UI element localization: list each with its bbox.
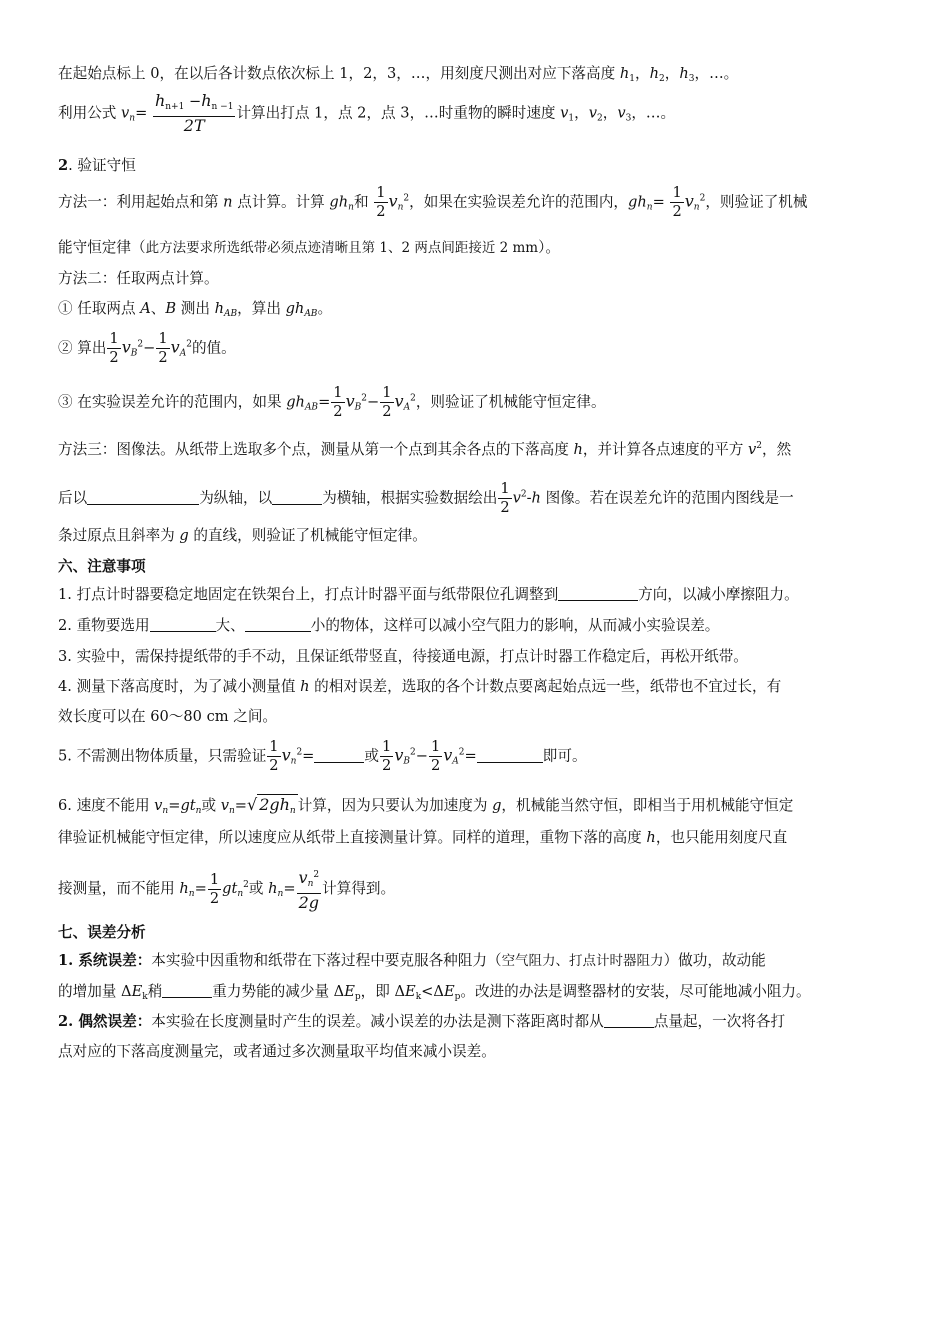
numerator: 1 (209, 870, 220, 888)
sub: n (348, 202, 354, 213)
var-g: g (492, 797, 502, 814)
denominator: 2 (333, 403, 343, 420)
fraction-half (331, 384, 344, 421)
var-gt: gt (180, 797, 196, 814)
var-v: v (394, 745, 404, 765)
error-systematic-cont (58, 980, 811, 1002)
denominator: 2 (209, 889, 220, 907)
fraction-half (208, 871, 221, 908)
sup: 2 (520, 489, 527, 500)
equals: = (318, 393, 331, 411)
denominator: 2 (109, 349, 119, 366)
item-label: . 系统误差： (68, 952, 152, 969)
text: 方法二：任取两点计算。 (58, 270, 219, 287)
line-step-2 (58, 330, 236, 367)
text: ，也只能用刻度尺直 (655, 829, 788, 846)
heading-notes (58, 555, 146, 576)
var-h: h (154, 91, 166, 110)
sub: B (403, 756, 410, 767)
equals: = (135, 104, 148, 122)
text: 为横轴，根据实验数据绘出 (322, 489, 498, 507)
sub: AB (304, 402, 319, 413)
text: 图像。若在误差允许的范围内图线是一 (540, 489, 794, 507)
fraction-half (156, 330, 169, 367)
minus: − (415, 747, 428, 765)
text: 或 (248, 880, 269, 897)
denominator: 2 (382, 403, 392, 420)
var-E: E (405, 983, 416, 1000)
line-1 (58, 62, 738, 84)
var-v: v (617, 104, 626, 122)
text: ，则验证了机械 (705, 193, 808, 211)
var-v: v (121, 337, 131, 357)
text: 或 (201, 797, 221, 814)
fill-blank[interactable] (558, 586, 638, 601)
sub: n (290, 756, 297, 767)
text: 和 (353, 193, 369, 211)
fraction-half (107, 330, 120, 367)
text: 点量起，一次将各打 (653, 1013, 786, 1030)
fraction-half (670, 184, 683, 221)
equals: = (168, 797, 181, 814)
sub: n (195, 806, 202, 816)
heading-text: 六、注意事项 (58, 558, 146, 575)
var-v: v (560, 104, 569, 122)
note-4 (58, 675, 781, 696)
line-method-2 (58, 267, 219, 288)
sup: 2 (756, 441, 762, 451)
sqrt-radicand (257, 794, 298, 816)
text: ）。 (538, 239, 561, 256)
sup: 2 (186, 339, 192, 350)
sub: k (415, 992, 422, 1002)
sup: 2 (458, 747, 465, 758)
var-v: v (748, 441, 757, 458)
fill-blank[interactable] (604, 1013, 654, 1028)
text: 5. 不需测出物体质量，只需验证 (58, 747, 267, 765)
sub: n (129, 113, 136, 124)
sub: n (162, 806, 169, 816)
text: 的增加量 Δ (58, 983, 132, 1000)
line-step-3 (58, 384, 606, 421)
text: 6. 速度不能用 (58, 797, 155, 814)
denominator: 2 (382, 757, 392, 774)
note-5 (58, 738, 587, 775)
minus: − (367, 393, 380, 411)
sub: p (454, 992, 461, 1002)
text: ， (664, 65, 680, 82)
var-h: h (646, 829, 656, 846)
var-h: h (679, 65, 689, 82)
item-number: 2 (58, 1013, 69, 1030)
text: ① 任取两点 (58, 300, 141, 317)
fill-blank[interactable] (245, 617, 311, 632)
sub: B (130, 348, 138, 359)
text: 本实验在长度测量时产生的误差。减小误差的办法是测下落距离时都从 (151, 1013, 604, 1030)
fill-blank[interactable] (162, 983, 212, 998)
note-text: 此方法要求所选纸带必须点迹清晰且第 1、2 两点间距接近 2 mm (145, 240, 539, 256)
sub: 2 (659, 74, 665, 84)
sup: 2 (410, 393, 416, 404)
sub: p (354, 992, 361, 1002)
sup: 2 (313, 870, 320, 880)
text: ，即 Δ (360, 983, 406, 1000)
text: 重力势能的减少量 Δ (212, 983, 345, 1000)
var-v: v (298, 868, 308, 887)
text: ② 算出 (58, 339, 107, 357)
var-gh: gh (329, 193, 349, 211)
sqrt-icon: √ (246, 795, 258, 814)
line-method-3-cont (58, 480, 794, 517)
text: ，…。 (694, 65, 739, 82)
note-6-cont (58, 826, 787, 847)
line-method-3-end (58, 524, 427, 545)
numerator: 1 (333, 384, 343, 401)
var-g: g (179, 527, 189, 544)
denominator: 2T (183, 116, 205, 135)
text: 即可。 (542, 747, 587, 765)
var-v: v (121, 104, 130, 122)
error-random-cont (58, 1040, 496, 1061)
var-A: A (140, 300, 151, 317)
text: ，算出 (237, 300, 286, 317)
var-gh: gh (286, 393, 305, 411)
equals: = (464, 747, 477, 765)
text: 小的物体，这样可以减小空气阻力的影响，从而减小实验误差。 (310, 617, 720, 634)
equals: = (283, 880, 296, 897)
var-h: h (573, 441, 583, 458)
text: 条过原点且斜率为 (58, 527, 180, 544)
item-label: . 偶然误差： (68, 1013, 152, 1030)
text: 点计算。计算 (232, 193, 330, 211)
equals: = (194, 880, 207, 897)
fill-blank[interactable] (87, 490, 199, 505)
minus: − (184, 93, 202, 110)
numerator: 1 (376, 184, 386, 201)
var-gh: gh (285, 300, 305, 317)
text: ，机械能当然守恒，即相当于用机械能守恒定 (501, 797, 794, 814)
var-h: h (649, 65, 659, 82)
sub: 1 (629, 74, 635, 84)
text: 律验证机械能守恒定律，所以速度应从纸带上直接测量计算。同样的道理，重物下落的高度 (58, 829, 647, 846)
sub: k (142, 992, 148, 1002)
sub: AB (224, 309, 238, 319)
item-number: 1 (58, 952, 69, 969)
text: <Δ (421, 983, 444, 1000)
sub: 3 (688, 74, 695, 84)
sub: n (646, 202, 653, 213)
text: 的相对误差，选取的各个计数点要离起始点远一些，纸带也不宜过长，有 (309, 678, 782, 695)
text: ③ 在实验误差允许的范围内，如果 (58, 393, 287, 411)
sub: 2 (597, 113, 603, 124)
denominator: 2 (672, 203, 682, 220)
radicand: 2gh (259, 795, 290, 814)
var-E: E (344, 983, 355, 1000)
sub: AB (304, 309, 318, 319)
numerator: 1 (500, 480, 510, 497)
text: 能守恒定律（ (58, 239, 146, 256)
text: 计算，因为只要认为加速度为 (297, 797, 493, 814)
var-v: v (170, 337, 180, 357)
note-text: 空气阻力、打点计时器阻力 (501, 953, 664, 969)
var-h: h (300, 678, 310, 695)
text: 稍 (147, 983, 163, 1000)
var-v: v (512, 489, 521, 507)
line-method-3 (58, 438, 791, 459)
text: 4. 测量下落高度时，为了减小测量值 (58, 678, 301, 695)
fill-blank[interactable] (314, 748, 364, 763)
var-v: v (684, 191, 694, 211)
sup: 2 (409, 747, 416, 758)
note-6-end (58, 866, 395, 912)
equals: = (234, 797, 247, 814)
text: 点对应的下落高度测量完，或者通过多次测量取平均值来减小误差。 (58, 1043, 496, 1060)
sub: n (693, 202, 700, 213)
fraction-velocity (153, 92, 236, 135)
text: ，然 (762, 441, 792, 458)
error-systematic (58, 949, 766, 970)
numerator: 1 (158, 330, 168, 347)
heading-text: . 验证守恒 (68, 157, 136, 174)
var-h: h (201, 91, 212, 110)
var-gt: gt (222, 880, 238, 897)
text: 2. 重物要选用 (58, 617, 150, 634)
text: 后以 (58, 489, 88, 507)
denominator: 2 (376, 203, 386, 220)
var-h: h (179, 880, 189, 897)
fraction-half (374, 184, 387, 221)
line-2: 利用公式 $v_n=$ $\frac{h_{n+1} -h_{n -1}}{2T}$ 计算出打点 1，点 2，点 3，…时重物的瞬时速度 $v_1$，$v_2$，$v_3$，…。 (58, 91, 676, 135)
sub: B (354, 402, 362, 413)
denominator: 2 (269, 757, 279, 774)
fill-blank[interactable] (477, 748, 543, 763)
sup: 2 (403, 193, 410, 204)
sub: n −1 (211, 102, 234, 112)
text: - (526, 489, 532, 507)
sub: n (397, 202, 404, 213)
text: 1. 打点计时器要稳定地固定在铁架台上，打点计时器平面与纸带限位孔调整到 (58, 586, 559, 603)
numerator: 1 (672, 184, 682, 201)
denominator: 2g (298, 893, 320, 912)
text: 本实验中因重物和纸带在下落过程中要克服各种阻力（ (151, 952, 502, 969)
var-gh: gh (628, 193, 647, 211)
var-v: v (394, 391, 404, 411)
var-h: h (619, 65, 630, 82)
note-6 (58, 794, 793, 816)
sup: 2 (243, 880, 249, 890)
text: 3. 实验中，需保持提纸带的手不动，且保证纸带竖直，待接通电源，打点计时器工作稳定后，再松开纸带。 (58, 648, 748, 665)
heading-verify (58, 154, 136, 175)
fraction-half (498, 480, 511, 517)
note-3 (58, 645, 748, 666)
var-v: v (588, 104, 597, 122)
var-E: E (131, 983, 143, 1000)
sub: A (179, 348, 187, 359)
text: 方法三：图像法。从纸带上选取多个点，测量从第一个点到其余各点的下落高度 (58, 441, 574, 458)
sub: 1 (568, 113, 575, 124)
line-step-1 (58, 297, 332, 319)
note-4-cont (58, 705, 277, 726)
sub: n (277, 889, 284, 899)
var-h: h (268, 880, 278, 897)
var-v: v (154, 797, 163, 814)
sub: n (228, 806, 235, 816)
numerator: 1 (430, 738, 441, 755)
text: 的值。 (191, 339, 236, 357)
sup: 2 (137, 339, 144, 350)
denominator: 2 (430, 757, 441, 774)
var-v: v (443, 745, 453, 765)
sub: n (307, 879, 314, 889)
line-method-1 (58, 184, 807, 221)
var-v: v (281, 745, 291, 765)
fraction-half (267, 738, 280, 775)
sub: 3 (625, 113, 632, 124)
heading-number: 2 (58, 157, 69, 174)
line-method-1-cont (58, 236, 560, 257)
text: 效长度可以在 60～80 cm 之间。 (58, 708, 278, 725)
sub: n (188, 889, 195, 899)
fraction-half (380, 738, 393, 775)
text: 。改进的办法是调整器材的安装，尽可能地减小阻力。 (460, 983, 811, 1000)
text: ，…。 (631, 104, 676, 122)
var-B: B (165, 300, 177, 317)
sub: n+1 (165, 102, 185, 112)
fraction-half (380, 384, 393, 421)
sub: n (237, 889, 244, 899)
text: 的直线，则验证了机械能守恒定律。 (188, 527, 427, 544)
equals: = (652, 193, 665, 211)
text: 计算得到。 (322, 880, 396, 897)
text: 为纵轴，以 (199, 489, 273, 507)
var-E: E (443, 983, 455, 1000)
var-v: v (388, 191, 398, 211)
sup: 2 (296, 747, 303, 758)
text: 在起始点标上 0，在以后各计数点依次标上 1，2，3，…，用刻度尺测出对应下落高度 (58, 65, 620, 82)
text: 测出 (176, 300, 215, 317)
sub: A (452, 756, 459, 767)
text: ，则验证了机械能守恒定律。 (415, 393, 606, 411)
text: ，如果在实验误差允许的范围内， (409, 193, 629, 211)
var-h: h (531, 489, 541, 507)
text: ， (634, 65, 650, 82)
error-random (58, 1010, 785, 1031)
sup: 2 (699, 193, 706, 204)
text: 、 (150, 300, 166, 317)
var-v: v (345, 391, 355, 411)
fraction-half (429, 738, 442, 775)
text: 或 (364, 747, 380, 765)
text: ）做功，故动能 (663, 952, 766, 969)
denominator: 2 (158, 349, 168, 366)
numerator: 1 (382, 384, 392, 401)
numerator: 1 (382, 738, 392, 755)
var-v: v (220, 797, 229, 814)
text: 利用公式 (58, 104, 122, 122)
text: 方向，以减小摩擦阻力。 (638, 586, 799, 603)
numerator: 1 (269, 738, 279, 755)
note-2 (58, 614, 719, 635)
text: 计算出打点 1，点 2，点 3，…时重物的瞬时速度 (236, 104, 561, 122)
equals: = (302, 747, 315, 765)
var-h: h (214, 300, 225, 317)
var-n: n (223, 193, 233, 211)
minus: − (143, 339, 156, 357)
heading-text: 七、误差分析 (58, 924, 146, 941)
sub: A (403, 402, 411, 413)
text: 。 (317, 300, 333, 317)
text: ，并计算各点速度的平方 (582, 441, 749, 458)
numerator: 1 (109, 330, 119, 347)
sub: n (289, 806, 296, 816)
note-1 (58, 583, 799, 604)
text: 方法一：利用起始点和第 (58, 193, 224, 211)
fill-blank[interactable] (150, 617, 216, 632)
fraction-height (297, 866, 322, 912)
heading-error (58, 921, 146, 942)
sup: 2 (361, 393, 367, 404)
text: 大、 (215, 617, 245, 634)
text: 接测量，而不能用 (58, 880, 180, 897)
fill-blank[interactable] (272, 490, 322, 505)
denominator: 2 (500, 499, 510, 516)
